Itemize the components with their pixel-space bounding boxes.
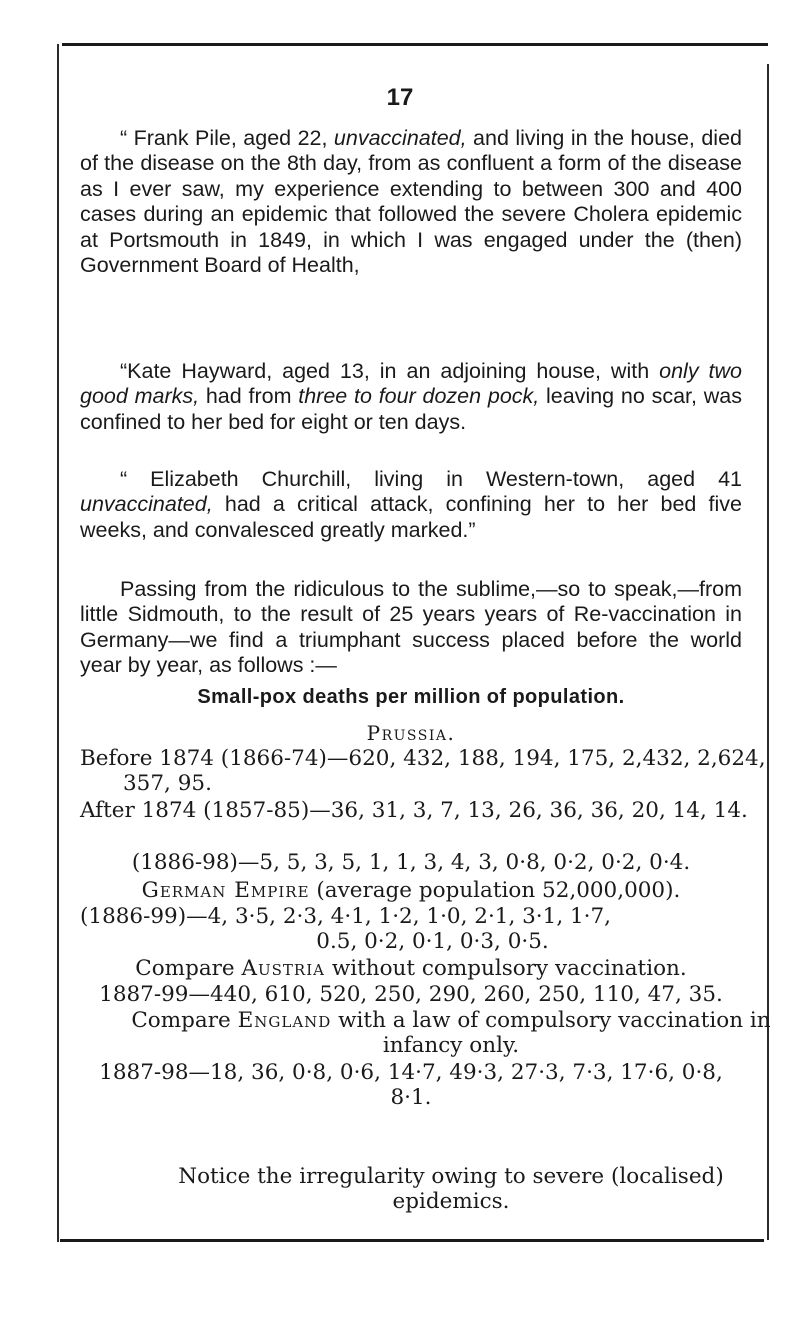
german-empire-label: German Empire xyxy=(141,878,310,903)
england-values: 1887-98—18, 36, 0·8, 0·6, 14·7, 49·3, 27·3, 7·3, 17·6, 0·8, 8·1. xyxy=(99,1060,723,1111)
compare-austria-heading xyxy=(80,956,742,981)
paragraph-elizabeth-churchill xyxy=(80,467,742,543)
compare-england-label: England xyxy=(237,1008,332,1033)
frank-pile-text-2: and living in the house, died of the disease on the 8th day, from as confluent a form of the disease as I ever saw, my experience extending to between 300 and 400 cases during an epidemic that followed the severe Cholera epidemic at Portsmouth in 1849, in which I was engaged under the (then) Government Board of Health, xyxy=(80,126,743,278)
bottom-border-rule xyxy=(60,1239,764,1242)
prussia-after-1874: After 1874 (1857-85)—36, 31, 3, 7, 13, 26, 36, 36, 20, 14, 14. xyxy=(80,798,748,823)
german-empire-values-line-1: (1886-99)—4, 3·5, 2·3, 4·1, 1·2, 1·0, 2·1, 3·1, 1·7, xyxy=(80,904,612,929)
prussia-heading: Prussia. xyxy=(366,721,456,745)
paragraph-frank-pile xyxy=(80,126,742,278)
german-empire-heading xyxy=(80,878,742,903)
compare-austria-prefix: Compare xyxy=(135,956,242,981)
kate-hayward-emphasis-2: three to four dozen pock, xyxy=(298,384,540,409)
table-title: Small-pox deaths per million of population. xyxy=(197,686,625,708)
prussia-before-1874: Before 1874 (1866-74)—620, 432, 188, 194, 175, 2,432, 2,624, 357, 95. xyxy=(80,746,766,797)
compare-england-prefix: Compare xyxy=(131,1008,238,1033)
elizabeth-churchill-emphasis: unvaccinated, xyxy=(80,492,213,517)
frank-pile-text-1: “ Frank Pile, aged 22, xyxy=(120,126,334,150)
kate-hayward-text-2: had from xyxy=(199,384,299,409)
elizabeth-churchill-text-2: had a critical attack, confining her to her bed five weeks, and convalesced greatly marked.” xyxy=(80,492,742,542)
right-border-rule xyxy=(767,64,769,1240)
notice-text: Notice the irregularity owing to severe (localised) epidemics. xyxy=(178,1164,724,1215)
paragraph-kate-hayward xyxy=(80,359,742,435)
elizabeth-churchill-text-1: “ Elizabeth Churchill, living in Western-town, aged 41 xyxy=(120,467,742,491)
left-border-rule xyxy=(57,44,59,1242)
german-empire-values-line-2: 0.5, 0·2, 0·1, 0·3, 0·5. xyxy=(316,929,549,955)
kate-hayward-text-3: leaving no scar, was confined to her bed for eight or ten days. xyxy=(80,384,742,434)
austria-values: 1887-99—440, 610, 520, 250, 290, 260, 250, 110, 47, 35. xyxy=(99,982,723,1007)
compare-england-heading xyxy=(80,1008,800,1059)
kate-hayward-text-1: “Kate Hayward, aged 13, in an adjoining house, with xyxy=(120,359,660,383)
prussia-1886-98: (1886-98)—5, 5, 3, 5, 1, 1, 3, 4, 3, 0·8, 0·2, 0·2, 0·4. xyxy=(131,850,691,875)
german-empire-values xyxy=(80,904,785,955)
kate-hayward-emphasis-1: only two good marks, xyxy=(80,359,743,409)
frank-pile-emphasis: unvaccinated, xyxy=(333,126,467,150)
top-border-rule xyxy=(62,43,768,46)
page-number: 17 xyxy=(386,84,414,111)
german-empire-rest: (average population 52,000,000). xyxy=(309,878,681,903)
compare-austria-label: Austria xyxy=(241,956,325,981)
paragraph-passing: Passing from the ridiculous to the sublime,—so to speak,—from little Sidmouth, to the result of 25 years years of Re-vaccination in Germany—we find a triumphant success placed before the world year by year, as follows :— xyxy=(80,577,742,678)
compare-austria-rest: without compulsory vaccination. xyxy=(325,956,687,981)
compare-england-rest: with a law of compulsory vaccination in infancy only. xyxy=(331,1008,771,1059)
